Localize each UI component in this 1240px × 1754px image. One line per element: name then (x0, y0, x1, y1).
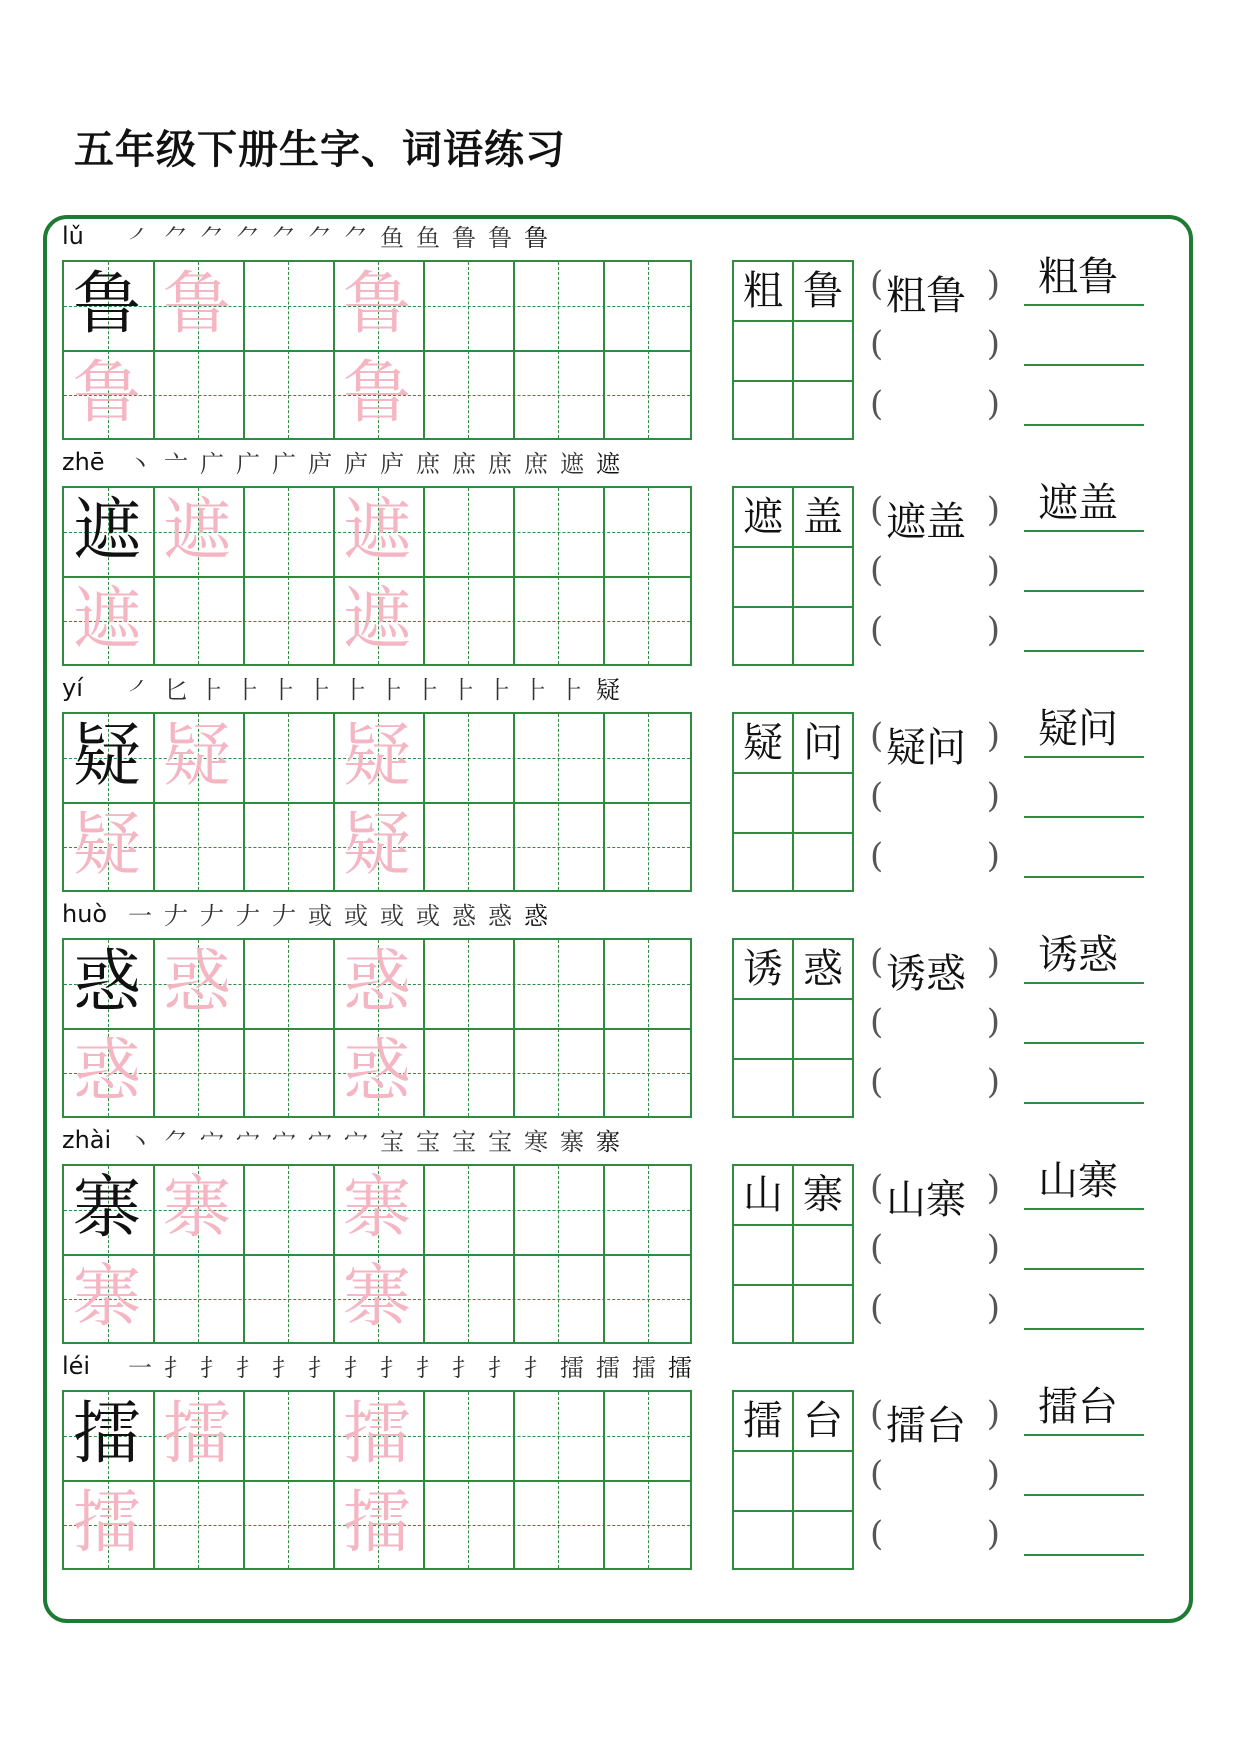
word-character: 粗 (743, 268, 783, 314)
stroke-step: ⺊ (308, 676, 332, 704)
stroke-step: 扌 (488, 1354, 512, 1382)
stroke-order (124, 674, 624, 706)
trace-character: 寨 (342, 1258, 411, 1337)
trace-character: 寨 (72, 1258, 141, 1337)
parenthesis-answer (870, 942, 1000, 997)
underline-word: 粗鲁 (1038, 254, 1118, 300)
paren-right: ) (986, 490, 1000, 530)
model-character: 惑 (72, 943, 141, 1022)
underline-answer (1024, 380, 1144, 426)
stroke-step: 惑 (524, 902, 548, 930)
stroke-step: 疑 (596, 676, 620, 704)
paren-word: 山寨 (886, 1177, 966, 1223)
underline-word: 山寨 (1038, 1158, 1118, 1204)
grid-line (734, 1510, 852, 1512)
stroke-step: ⺈ (344, 224, 368, 252)
parenthesis-answer (870, 1454, 1000, 1494)
underline-answer (1024, 998, 1144, 1044)
stroke-step: 宀 (200, 1128, 224, 1156)
parenthesis-answer (870, 1168, 1000, 1223)
stroke-step: 宀 (344, 1128, 368, 1156)
paren-word: 擂台 (886, 1403, 966, 1449)
stroke-step: ⺈ (164, 1128, 188, 1156)
stroke-step: 扌 (164, 1354, 188, 1382)
stroke-order (124, 1126, 624, 1158)
stroke-step: 宀 (236, 1128, 260, 1156)
stroke-step: 宝 (416, 1128, 440, 1156)
parenthesis-answer (870, 836, 1000, 876)
paren-left: ( (870, 776, 884, 816)
word-character: 遮 (743, 494, 783, 540)
stroke-step: 一 (128, 902, 152, 930)
stroke-step: ⺈ (308, 224, 332, 252)
paren-right: ) (986, 1514, 1000, 1554)
guide-line (288, 1166, 289, 1342)
stroke-step: 广 (272, 450, 296, 478)
stroke-step: 鱼 (416, 224, 440, 252)
grid-line (734, 1450, 852, 1452)
stroke-step: 一 (128, 1354, 152, 1382)
stroke-step: 扌 (524, 1354, 548, 1382)
trace-character: 擂 (72, 1484, 141, 1563)
paren-right: ) (986, 1288, 1000, 1328)
guide-line (288, 262, 289, 438)
paren-right: ) (986, 836, 1000, 876)
stroke-step: 擂 (596, 1354, 620, 1382)
underline-answer (1024, 1384, 1144, 1436)
stroke-step: 扌 (200, 1354, 224, 1382)
stroke-step: 鲁 (452, 224, 476, 252)
stroke-step: 惑 (452, 902, 476, 930)
word-grid (732, 486, 854, 666)
paren-right: ) (986, 1454, 1000, 1494)
paren-word: 诱惑 (886, 951, 966, 997)
trace-character: 惑 (162, 943, 231, 1022)
paren-right: ) (986, 1228, 1000, 1268)
trace-character: 寨 (162, 1169, 231, 1248)
parenthesis-answer (870, 716, 1000, 771)
underline-answer (1024, 1510, 1144, 1556)
stroke-step: 庶 (488, 450, 512, 478)
trace-character: 遮 (342, 580, 411, 659)
writing-grid (62, 938, 692, 1118)
grid-line (734, 1058, 852, 1060)
stroke-step: 惑 (488, 902, 512, 930)
page-title: 五年级下册生字、词语练习 (74, 127, 566, 173)
grid-line (734, 320, 852, 322)
paren-left: ( (870, 264, 884, 304)
stroke-step: ⺊ (344, 676, 368, 704)
paren-right: ) (986, 716, 1000, 756)
stroke-step: ⺊ (488, 676, 512, 704)
guide-line (648, 262, 649, 438)
trace-character: 惑 (342, 943, 411, 1022)
trace-character: 惑 (342, 1032, 411, 1111)
paren-left: ( (870, 1228, 884, 1268)
guide-line (468, 940, 469, 1116)
practice-row (62, 674, 1162, 900)
stroke-step: 扌 (416, 1354, 440, 1382)
stroke-step: 𠂇 (200, 902, 224, 930)
model-character: 寨 (72, 1169, 141, 1248)
trace-character: 疑 (162, 717, 231, 796)
stroke-step: 庐 (344, 450, 368, 478)
paren-right: ) (986, 942, 1000, 982)
paren-right: ) (986, 1062, 1000, 1102)
paren-right: ) (986, 1394, 1000, 1434)
word-character: 擂 (743, 1398, 783, 1444)
paren-left: ( (870, 1394, 884, 1434)
stroke-step: 丶 (128, 1128, 152, 1156)
paren-right: ) (986, 324, 1000, 364)
underline-answer (1024, 1284, 1144, 1330)
writing-grid (62, 712, 692, 892)
underline-answer (1024, 832, 1144, 878)
word-grid (732, 1390, 854, 1570)
underline-word: 擂台 (1038, 1384, 1118, 1430)
trace-character: 鲁 (342, 265, 411, 344)
guide-line (468, 1392, 469, 1568)
stroke-step: ⺊ (236, 676, 260, 704)
guide-line (558, 940, 559, 1116)
paren-right: ) (986, 1168, 1000, 1208)
guide-line (468, 1166, 469, 1342)
paren-left: ( (870, 1454, 884, 1494)
guide-line (648, 1166, 649, 1342)
paren-word: 遮盖 (886, 499, 966, 545)
underline-answer (1024, 772, 1144, 818)
word-grid (732, 1164, 854, 1344)
stroke-step: 宀 (272, 1128, 296, 1156)
stroke-step: 或 (416, 902, 440, 930)
guide-line (558, 1166, 559, 1342)
stroke-step: 擂 (560, 1354, 584, 1382)
stroke-step: 庐 (380, 450, 404, 478)
underline-answer (1024, 706, 1144, 758)
stroke-step: ⺊ (452, 676, 476, 704)
paren-word: 粗鲁 (886, 273, 966, 319)
stroke-order (124, 448, 624, 480)
trace-character: 寨 (342, 1169, 411, 1248)
parenthesis-answer (870, 324, 1000, 364)
guide-line (468, 262, 469, 438)
guide-line (648, 940, 649, 1116)
stroke-step: 扌 (236, 1354, 260, 1382)
parenthesis-answer (870, 550, 1000, 590)
parenthesis-answer (870, 610, 1000, 650)
underline-answer (1024, 254, 1144, 306)
paren-left: ( (870, 942, 884, 982)
stroke-step: 扌 (344, 1354, 368, 1382)
parenthesis-answer (870, 1228, 1000, 1268)
guide-line (288, 488, 289, 664)
stroke-step: ⺈ (200, 224, 224, 252)
trace-character: 鲁 (162, 265, 231, 344)
grid-line (734, 606, 852, 608)
stroke-step: ⺊ (416, 676, 440, 704)
trace-character: 鲁 (342, 354, 411, 433)
stroke-step: 扌 (452, 1354, 476, 1382)
word-character: 鲁 (803, 268, 843, 314)
pinyin-label: zhài (62, 1126, 112, 1154)
underline-answer (1024, 480, 1144, 532)
stroke-step: 亠 (164, 450, 188, 478)
paren-word: 疑问 (886, 725, 966, 771)
paren-right: ) (986, 384, 1000, 424)
writing-grid (62, 1390, 692, 1570)
paren-left: ( (870, 384, 884, 424)
trace-character: 擂 (342, 1484, 411, 1563)
writing-grid (62, 486, 692, 666)
trace-character: 疑 (342, 806, 411, 885)
parenthesis-answer (870, 1002, 1000, 1042)
practice-row (62, 222, 1162, 448)
stroke-step: 或 (308, 902, 332, 930)
stroke-step: 鲁 (524, 224, 548, 252)
stroke-step: ⺊ (200, 676, 224, 704)
parenthesis-answer (870, 776, 1000, 816)
paren-right: ) (986, 776, 1000, 816)
guide-line (648, 714, 649, 890)
guide-line (558, 488, 559, 664)
practice-row (62, 448, 1162, 674)
stroke-step: ⺈ (164, 224, 188, 252)
guide-line (558, 1392, 559, 1568)
parenthesis-answer (870, 1288, 1000, 1328)
stroke-step: 庶 (416, 450, 440, 478)
stroke-step: 宝 (452, 1128, 476, 1156)
grid-line (734, 998, 852, 1000)
stroke-step: 擂 (668, 1354, 692, 1382)
grid-line (734, 772, 852, 774)
pinyin-label: yí (62, 674, 83, 702)
paren-left: ( (870, 1062, 884, 1102)
stroke-step: 扌 (308, 1354, 332, 1382)
stroke-step: 或 (380, 902, 404, 930)
word-character: 问 (803, 720, 843, 766)
word-character: 寨 (803, 1172, 843, 1218)
trace-character: 擂 (342, 1395, 411, 1474)
trace-character: 疑 (72, 806, 141, 885)
guide-line (648, 1392, 649, 1568)
trace-character: 遮 (162, 491, 231, 570)
paren-left: ( (870, 716, 884, 756)
stroke-step: 宝 (380, 1128, 404, 1156)
model-character: 擂 (72, 1395, 141, 1474)
stroke-step: ㇒ (128, 224, 152, 252)
underline-answer (1024, 1058, 1144, 1104)
pinyin-label: lǔ (62, 222, 84, 250)
trace-character: 鲁 (72, 354, 141, 433)
word-character: 诱 (743, 946, 783, 992)
stroke-step: 𠂇 (164, 902, 188, 930)
stroke-step: 擂 (632, 1354, 656, 1382)
stroke-step: 广 (236, 450, 260, 478)
trace-character: 遮 (342, 491, 411, 570)
pinyin-label: léi (62, 1352, 91, 1380)
stroke-step: 庶 (452, 450, 476, 478)
stroke-step: 𠂇 (272, 902, 296, 930)
paren-left: ( (870, 1514, 884, 1554)
trace-character: 疑 (342, 717, 411, 796)
writing-grid (62, 1164, 692, 1344)
paren-right: ) (986, 610, 1000, 650)
underline-answer (1024, 320, 1144, 366)
paren-left: ( (870, 1168, 884, 1208)
stroke-step: ⺊ (380, 676, 404, 704)
stroke-step: 丶 (128, 450, 152, 478)
stroke-step: 鲁 (488, 224, 512, 252)
word-grid (732, 938, 854, 1118)
guide-line (558, 714, 559, 890)
stroke-step: 遮 (596, 450, 620, 478)
stroke-step: 寨 (560, 1128, 584, 1156)
word-character: 疑 (743, 720, 783, 766)
grid-line (734, 1284, 852, 1286)
paren-left: ( (870, 324, 884, 364)
underline-answer (1024, 1224, 1144, 1270)
stroke-step: 𠂇 (236, 902, 260, 930)
paren-right: ) (986, 1002, 1000, 1042)
underline-answer (1024, 1158, 1144, 1210)
stroke-step: 宀 (308, 1128, 332, 1156)
parenthesis-answer (870, 264, 1000, 319)
model-character: 遮 (72, 491, 141, 570)
grid-line (734, 1224, 852, 1226)
stroke-step: 庐 (308, 450, 332, 478)
paren-left: ( (870, 1002, 884, 1042)
stroke-step: ⺊ (272, 676, 296, 704)
stroke-step: ㇒ (128, 676, 152, 704)
practice-row (62, 900, 1162, 1126)
stroke-step: ⺈ (272, 224, 296, 252)
stroke-step: 或 (344, 902, 368, 930)
guide-line (288, 940, 289, 1116)
trace-character: 惑 (72, 1032, 141, 1111)
paren-left: ( (870, 490, 884, 530)
stroke-step: ⺊ (524, 676, 548, 704)
stroke-order (124, 1352, 696, 1384)
stroke-step: 庶 (524, 450, 548, 478)
word-character: 山 (743, 1172, 783, 1218)
writing-grid (62, 260, 692, 440)
parenthesis-answer (870, 384, 1000, 424)
model-character: 疑 (72, 717, 141, 796)
underline-answer (1024, 546, 1144, 592)
underline-answer (1024, 606, 1144, 652)
stroke-step: 鱼 (380, 224, 404, 252)
guide-line (288, 714, 289, 890)
stroke-order (124, 222, 552, 254)
pinyin-label: zhē (62, 448, 105, 476)
paren-right: ) (986, 264, 1000, 304)
stroke-step: 宝 (488, 1128, 512, 1156)
guide-line (288, 1392, 289, 1568)
grid-line (734, 832, 852, 834)
word-grid (732, 712, 854, 892)
grid-line (734, 546, 852, 548)
word-character: 盖 (803, 494, 843, 540)
underline-answer (1024, 932, 1144, 984)
stroke-step: ⺈ (236, 224, 260, 252)
word-character: 惑 (803, 946, 843, 992)
guide-line (648, 488, 649, 664)
paren-left: ( (870, 836, 884, 876)
guide-line (468, 714, 469, 890)
stroke-order (124, 900, 552, 932)
pinyin-label: huò (62, 900, 108, 928)
parenthesis-answer (870, 1062, 1000, 1102)
stroke-step: 扌 (272, 1354, 296, 1382)
stroke-step: 广 (200, 450, 224, 478)
grid-line (734, 380, 852, 382)
parenthesis-answer (870, 1514, 1000, 1554)
stroke-step: 寒 (524, 1128, 548, 1156)
word-grid (732, 260, 854, 440)
underline-word: 疑问 (1038, 706, 1118, 752)
paren-left: ( (870, 610, 884, 650)
model-character: 鲁 (72, 265, 141, 344)
word-character: 台 (803, 1398, 843, 1444)
stroke-step: 遮 (560, 450, 584, 478)
guide-line (468, 488, 469, 664)
stroke-step: 寨 (596, 1128, 620, 1156)
stroke-step: 扌 (380, 1354, 404, 1382)
underline-word: 诱惑 (1038, 932, 1118, 978)
paren-left: ( (870, 550, 884, 590)
paren-right: ) (986, 550, 1000, 590)
guide-line (558, 262, 559, 438)
practice-row (62, 1126, 1162, 1352)
underline-word: 遮盖 (1038, 480, 1118, 526)
paren-left: ( (870, 1288, 884, 1328)
trace-character: 擂 (162, 1395, 231, 1474)
underline-answer (1024, 1450, 1144, 1496)
practice-row (62, 1352, 1162, 1578)
stroke-step: 匕 (164, 676, 188, 704)
trace-character: 遮 (72, 580, 141, 659)
stroke-step: ⺊ (560, 676, 584, 704)
parenthesis-answer (870, 1394, 1000, 1449)
parenthesis-answer (870, 490, 1000, 545)
